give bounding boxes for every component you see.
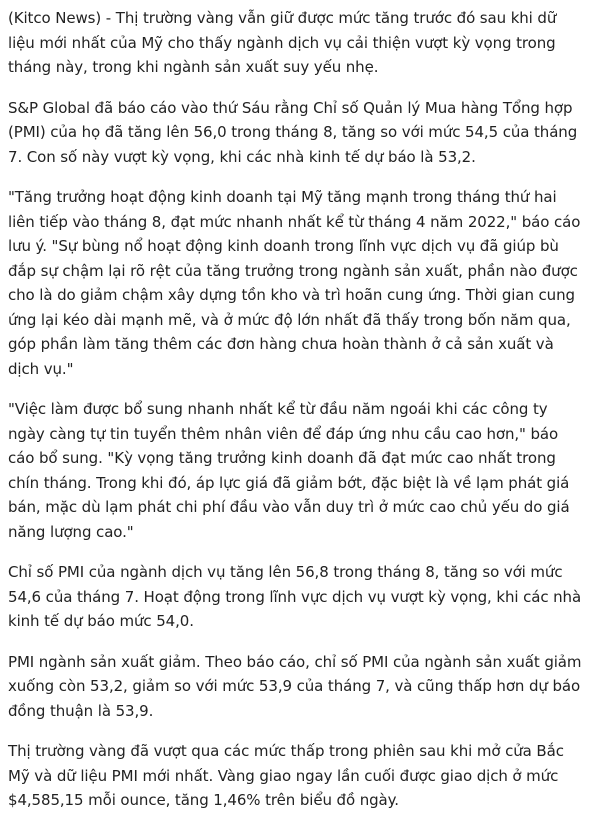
- article-paragraph-2: S&P Global đã báo cáo vào thứ Sáu rằng Chỉ số Quản lý Mua hàng Tổng hợp (PMI) của họ đã tăng lên 56,0 trong tháng 8, tăng so với mức 54,5 của tháng 7. Con số này vượt kỳ vọng, khi các nhà kinh tế dự báo là 53,2.: [8, 98, 578, 166]
- article-paragraph-6: PMI ngành sản xuất giảm. Theo báo cáo, chỉ số PMI của ngành sản xuất giảm xuống còn 53,2, giảm so với mức 53,9 của tháng 7, và cũng thấp hơn dự báo đồng thuận là 53,9.: [8, 652, 582, 720]
- article-paragraph-4: "Việc làm được bổ sung nhanh nhất kể từ đầu năm ngoái khi các công ty ngày càng tự tin tuyển thêm nhân viên để đáp ứng nhu cầu cao hơn," báo cáo bổ sung. "Kỳ vọng tăng trưởng kinh doanh đã đạt mức cao nhất trong chín tháng. Trong khi đó, áp lực giá đã giảm bớt, đặc biệt là về lạm phát giá bán, mặc dù lạm phát chi phí đầu vào vẫn duy trì ở mức cao chủ yếu do giá năng lượng cao.": [8, 400, 570, 541]
- article-paragraph-7: Thị trường vàng đã vượt qua các mức thấp trong phiên sau khi mở cửa Bắc Mỹ và dữ liệu PMI mới nhất. Vàng giao ngay lần cuối được giao dịch ở mức $4,585,15 mỗi ounce, tăng 1,46% trên biểu đồ ngày.: [8, 742, 564, 809]
- article-paragraph-1: (Kitco News) - Thị trường vàng vẫn giữ được mức tăng trước đó sau khi dữ liệu mới nhất của Mỹ cho thấy ngành dịch vụ cải thiện vượt kỳ vọng trong tháng này, trong khi ngành sản xuất suy yếu nhẹ.: [8, 9, 557, 76]
- article-paragraph-5: Chỉ số PMI của ngành dịch vụ tăng lên 56,8 trong tháng 8, tăng so với mức 54,6 của tháng 7. Hoạt động trong lĩnh vực dịch vụ vượt kỳ vọng, khi các nhà kinh tế dự báo mức 54,0.: [8, 563, 582, 630]
- article-paragraph-3: "Tăng trưởng hoạt động kinh doanh tại Mỹ tăng mạnh trong tháng thứ hai liên tiếp vào tháng 8, đạt mức nhanh nhất kể từ tháng 4 năm 2022," báo cáo lưu ý. "Sự bùng nổ hoạt động kinh doanh trong lĩnh vực dịch vụ đã giúp bù đắp sự chậm lại rõ rệt của tăng trưởng trong ngành sản xuất, phần nào được cho là do giảm chậm xây dựng tồn kho và trì hoãn cung ứng. Thời gian cung ứng lại kéo dài mạnh mẽ, và ở mức độ lớn nhất đã thấy trong bốn năm qua, góp phần làm tăng thêm các đơn hàng chưa hoàn thành ở cả sản xuất và dịch vụ.": [8, 188, 581, 378]
